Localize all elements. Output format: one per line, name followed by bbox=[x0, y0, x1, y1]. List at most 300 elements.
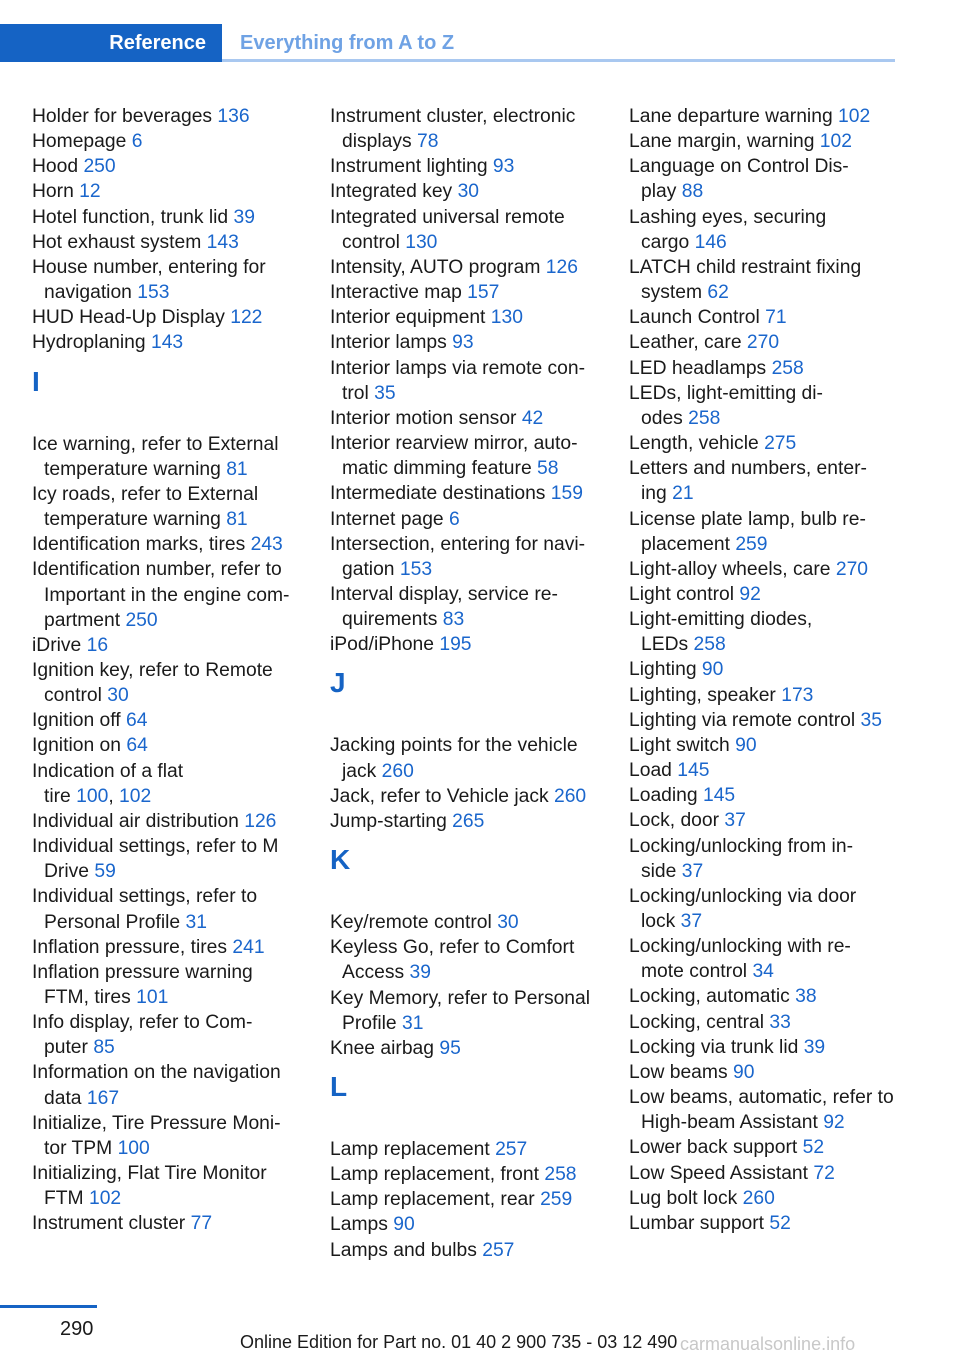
index-entry bbox=[330, 809, 602, 834]
page-link[interactable]: 62 bbox=[707, 282, 729, 304]
entry-term: Light control bbox=[629, 583, 740, 605]
page-link[interactable]: 143 bbox=[206, 231, 239, 253]
entry-term: Ignition key, refer to Remote bbox=[32, 659, 273, 681]
page-link[interactable]: 241 bbox=[232, 936, 265, 958]
page-link[interactable]: 126 bbox=[545, 256, 578, 278]
entry-term: Jump-starting bbox=[330, 810, 453, 832]
entry-term: Ignition off bbox=[32, 710, 126, 732]
tab-everything-a-to-z[interactable] bbox=[240, 24, 454, 62]
index-entry bbox=[32, 834, 304, 884]
entry-term: Lane margin, warning bbox=[629, 131, 820, 153]
entry-term: Key/remote control bbox=[330, 912, 498, 934]
page-link[interactable]: 58 bbox=[537, 458, 559, 480]
index-entry bbox=[32, 432, 304, 482]
index-entry bbox=[32, 1060, 304, 1110]
watermark: carmanualsonline.info bbox=[680, 1334, 856, 1354]
index-column-2 bbox=[330, 104, 602, 1263]
entry-term: tire bbox=[44, 785, 77, 807]
index-entry bbox=[32, 1211, 304, 1236]
page-link[interactable]: 153 bbox=[399, 558, 433, 580]
entry-term: Individual air distribution bbox=[32, 810, 245, 832]
entry-term: ing bbox=[641, 483, 673, 505]
page-link[interactable]: 102 bbox=[838, 106, 871, 127]
page-link[interactable]: 71 bbox=[765, 307, 787, 329]
entry-term: Info display, refer to Com- bbox=[32, 1012, 253, 1034]
page-link[interactable]: 16 bbox=[86, 634, 109, 656]
page-link[interactable]: 250 bbox=[125, 609, 158, 631]
entry-term: Locking, central bbox=[629, 1011, 770, 1033]
entry-term: Low Speed Assistant bbox=[629, 1162, 814, 1184]
index-entry bbox=[629, 129, 899, 154]
index-entry bbox=[330, 632, 602, 657]
page-link[interactable]: 130 bbox=[490, 307, 523, 329]
entry-term: quirements bbox=[342, 609, 443, 631]
page-link[interactable]: 122 bbox=[230, 307, 263, 329]
entry-term: Jack, refer to Vehicle jack bbox=[330, 785, 554, 807]
page-link[interactable]: 260 bbox=[553, 785, 587, 807]
page-link[interactable]: 81 bbox=[226, 458, 248, 480]
entry-term: Lamps bbox=[330, 1214, 394, 1236]
index-entry bbox=[32, 708, 304, 733]
entry-term: Instrument cluster bbox=[32, 1213, 191, 1235]
index-entry bbox=[330, 205, 602, 255]
tab-reference-label: Reference bbox=[109, 31, 206, 54]
entry-term: Interior rearview mirror, auto- bbox=[330, 433, 578, 455]
index-entry bbox=[330, 784, 602, 809]
page-link[interactable]: 78 bbox=[417, 131, 439, 153]
entry-term: Lug bolt lock bbox=[629, 1187, 743, 1209]
index-entry bbox=[629, 582, 899, 607]
page-link[interactable]: 64 bbox=[125, 710, 148, 732]
page-link[interactable]: 39 bbox=[409, 962, 431, 984]
page-link[interactable]: 145 bbox=[702, 785, 736, 807]
entry-term: Lighting bbox=[629, 659, 702, 681]
page-link[interactable]: 270 bbox=[746, 332, 780, 354]
page-link[interactable]: 101 bbox=[136, 987, 169, 1008]
page-link[interactable]: 102 bbox=[119, 785, 152, 807]
index-entry bbox=[629, 984, 899, 1009]
page-link[interactable]: 136 bbox=[217, 106, 250, 127]
entry-term: odes bbox=[641, 407, 689, 429]
page-link[interactable]: 243 bbox=[250, 534, 283, 556]
entry-term: Inflation pressure warning bbox=[32, 961, 253, 983]
page-link[interactable]: 77 bbox=[190, 1213, 213, 1235]
index-entry bbox=[330, 255, 602, 280]
index-entry bbox=[330, 935, 602, 985]
page-link[interactable]: 93 bbox=[492, 156, 515, 178]
index-entry bbox=[330, 406, 602, 431]
index-entry bbox=[32, 255, 304, 305]
index-entry bbox=[330, 532, 602, 582]
page-link[interactable]: 173 bbox=[781, 684, 814, 706]
entry-term: FTM bbox=[44, 1188, 89, 1210]
page-link[interactable]: 72 bbox=[813, 1162, 835, 1184]
page-link[interactable]: 265 bbox=[452, 810, 485, 832]
page-link[interactable]: 275 bbox=[764, 433, 797, 455]
index-entry bbox=[32, 658, 304, 708]
index-entry bbox=[629, 683, 899, 708]
entry-term: Icy roads, refer to External bbox=[32, 483, 259, 505]
edition-note: Online Edition for Part no. 01 40 2 900 735 - 03 12 490 bbox=[240, 1332, 678, 1352]
entry-term: Horn bbox=[32, 181, 80, 203]
index-entry bbox=[32, 305, 304, 330]
index-entry bbox=[330, 1162, 602, 1187]
page-link[interactable]: 257 bbox=[495, 1139, 528, 1160]
index-column-1 bbox=[32, 104, 304, 1237]
index-entry bbox=[32, 205, 304, 230]
index-entry bbox=[32, 1111, 304, 1161]
page-link[interactable]: 159 bbox=[550, 483, 583, 505]
entry-term: data bbox=[44, 1087, 87, 1109]
entry-term: HUD Head-Up Display bbox=[32, 307, 231, 329]
page-link[interactable]: 88 bbox=[681, 181, 704, 203]
page-link[interactable]: 59 bbox=[94, 861, 116, 883]
page-link[interactable]: 37 bbox=[680, 911, 703, 932]
page-link[interactable]: 12 bbox=[79, 181, 101, 203]
index-entry bbox=[32, 129, 304, 154]
index-entry bbox=[330, 1212, 602, 1237]
entry-term: Loading bbox=[629, 785, 703, 807]
index-entry bbox=[330, 1187, 602, 1212]
entry-term: FTM, tires bbox=[44, 987, 137, 1008]
entry-term: Drive bbox=[44, 861, 95, 883]
index-entry bbox=[629, 456, 899, 506]
entry-term: Identification number, refer to bbox=[32, 559, 282, 581]
index-entry bbox=[32, 154, 304, 179]
entry-term: LATCH child restraint fixing bbox=[629, 256, 862, 278]
page-link[interactable]: 30 bbox=[107, 685, 129, 707]
entry-term: Lamp replacement bbox=[330, 1139, 496, 1160]
index-entry bbox=[629, 154, 899, 204]
entry-term: Hydroplaning bbox=[32, 332, 151, 354]
page-link[interactable]: 39 bbox=[803, 1036, 826, 1058]
entry-term: Intensity, AUTO program bbox=[330, 256, 546, 278]
page-link[interactable]: 100 bbox=[117, 1137, 150, 1159]
page-link[interactable]: 257 bbox=[482, 1239, 515, 1261]
header-rule bbox=[222, 59, 895, 62]
page-link[interactable]: 270 bbox=[835, 558, 869, 580]
index-entry bbox=[330, 1137, 602, 1162]
index-entry bbox=[629, 1211, 899, 1236]
index-entry bbox=[629, 104, 899, 129]
page-link[interactable]: 90 bbox=[735, 734, 757, 756]
index-entry bbox=[330, 280, 602, 305]
entry-term: Access bbox=[342, 962, 410, 984]
entry-term: House number, entering for bbox=[32, 256, 266, 278]
index-entry bbox=[32, 532, 304, 557]
index-entry bbox=[32, 230, 304, 255]
entry-term: Locking/unlocking with re- bbox=[629, 936, 851, 958]
index-entry bbox=[629, 1135, 899, 1160]
entry-term: matic dimming feature bbox=[342, 458, 538, 480]
page-link[interactable]: 34 bbox=[752, 961, 774, 983]
page-link[interactable]: 21 bbox=[672, 483, 694, 505]
entry-term: play bbox=[641, 181, 682, 203]
entry-term: Individual settings, refer to M bbox=[32, 836, 279, 858]
index-entry: Indication of a flat tire 100, 102 bbox=[32, 760, 184, 807]
page-link[interactable]: 52 bbox=[769, 1212, 791, 1234]
index-entry bbox=[330, 1238, 602, 1263]
entry-term: Interval display, service re- bbox=[330, 583, 558, 605]
entry-term: Ignition on bbox=[32, 735, 127, 757]
index-entry bbox=[32, 1161, 304, 1211]
page-link[interactable]: 31 bbox=[402, 1012, 424, 1034]
index-entry bbox=[32, 733, 304, 758]
section-letter: I bbox=[32, 365, 40, 397]
page-link[interactable]: 30 bbox=[497, 912, 519, 934]
entry-term: Lock, door bbox=[629, 810, 725, 832]
page-link[interactable]: 260 bbox=[742, 1187, 775, 1209]
index-entry bbox=[32, 1010, 304, 1060]
index-entry bbox=[330, 330, 602, 355]
entry-term: Light switch bbox=[629, 734, 736, 756]
page-link[interactable]: 195 bbox=[439, 634, 472, 656]
entry-term: mote control bbox=[641, 961, 753, 983]
index-entry bbox=[629, 507, 899, 557]
entry-term: jack bbox=[342, 760, 382, 782]
entry-term: Intersection, entering for navi- bbox=[330, 533, 586, 555]
index-entry bbox=[32, 935, 304, 960]
page-link[interactable]: 39 bbox=[233, 206, 255, 228]
section-letter: J bbox=[330, 667, 346, 699]
index-entry bbox=[330, 431, 602, 481]
entry-term: lock bbox=[641, 911, 681, 932]
page-link[interactable]: 93 bbox=[452, 332, 474, 354]
entry-term: Interior equipment bbox=[330, 307, 491, 329]
page-link[interactable]: 83 bbox=[442, 609, 465, 631]
page-link[interactable]: 90 bbox=[732, 1061, 755, 1083]
page-link[interactable]: 157 bbox=[467, 282, 500, 304]
entry-term: Low beams bbox=[629, 1061, 733, 1083]
tab-reference[interactable] bbox=[0, 24, 222, 62]
entry-term: Intermediate destinations bbox=[330, 483, 551, 505]
index-entry bbox=[32, 330, 304, 355]
entry-term: Light-emitting diodes, bbox=[629, 609, 813, 631]
entry-term: Length, vehicle bbox=[629, 433, 765, 455]
entry-term: Holder for beverages bbox=[32, 106, 218, 127]
index-entry bbox=[629, 305, 899, 330]
entry-term: Inflation pressure, tires bbox=[32, 936, 233, 958]
entry-term: side bbox=[641, 860, 682, 882]
entry-term: partment bbox=[44, 609, 126, 631]
page-link[interactable]: 100 bbox=[76, 785, 109, 807]
entry-term: Profile bbox=[342, 1012, 403, 1034]
page-link[interactable]: 37 bbox=[724, 810, 746, 832]
page-link[interactable]: 153 bbox=[137, 282, 170, 304]
page-link[interactable]: 126 bbox=[244, 810, 277, 832]
entry-term: Lumbar support bbox=[629, 1212, 770, 1234]
page-header bbox=[0, 24, 895, 62]
entry-term: Indication of a flat bbox=[32, 760, 184, 782]
index-entry bbox=[629, 557, 899, 582]
index-entry bbox=[330, 910, 602, 935]
page-link[interactable]: 130 bbox=[405, 231, 438, 253]
entry-term: Homepage bbox=[32, 131, 132, 153]
index-entry bbox=[629, 708, 899, 733]
page-link[interactable]: 33 bbox=[769, 1011, 791, 1033]
entry-term: navigation bbox=[44, 282, 138, 304]
page-link[interactable]: 260 bbox=[381, 760, 414, 782]
entry-term: placement bbox=[641, 533, 736, 555]
index-entry bbox=[330, 104, 602, 154]
index-entry bbox=[629, 657, 899, 682]
entry-term: Keyless Go, refer to Comfort bbox=[330, 937, 575, 959]
index-entry bbox=[629, 330, 899, 355]
index-entry bbox=[32, 179, 304, 204]
index-entry bbox=[32, 884, 304, 934]
entry-term: temperature warning bbox=[44, 458, 227, 480]
page-link[interactable]: 35 bbox=[860, 709, 882, 731]
entry-term: Locking, automatic bbox=[629, 986, 796, 1008]
page-number: 290 bbox=[60, 1318, 94, 1340]
index-entry bbox=[629, 808, 899, 833]
index-entry bbox=[629, 356, 899, 381]
index-entry bbox=[330, 305, 602, 330]
entry-term: Integrated universal remote bbox=[330, 206, 565, 228]
entry-term: puter bbox=[44, 1037, 94, 1059]
entry-term: Lighting, speaker bbox=[629, 684, 782, 706]
entry-term: iPod/iPhone bbox=[330, 634, 440, 656]
page-link[interactable]: 146 bbox=[694, 231, 727, 253]
page-link[interactable]: 52 bbox=[802, 1137, 825, 1159]
entry-term: Ice warning, refer to External bbox=[32, 433, 279, 455]
entry-term: iDrive bbox=[32, 634, 87, 656]
entry-term: Lower back support bbox=[629, 1137, 803, 1159]
page-link[interactable]: 258 bbox=[688, 407, 721, 429]
tab-section-label: Everything from A to Z bbox=[240, 31, 455, 54]
entry-term: temperature warning bbox=[44, 509, 227, 531]
page-link[interactable]: 259 bbox=[735, 533, 768, 555]
page-link[interactable]: 85 bbox=[93, 1037, 115, 1059]
index-entry bbox=[629, 758, 899, 783]
entry-term: Lane departure warning bbox=[629, 106, 839, 127]
index-entry bbox=[32, 633, 304, 658]
page-link[interactable]: 143 bbox=[150, 332, 184, 354]
page-link[interactable]: 258 bbox=[771, 357, 804, 379]
entry-term: LEDs, light-emitting di- bbox=[629, 382, 823, 404]
index-column-3 bbox=[629, 104, 899, 1236]
page-link[interactable]: 81 bbox=[226, 509, 248, 531]
entry-term: Jacking points for the vehicle bbox=[330, 735, 578, 757]
entry-term: Initialize, Tire Pressure Moni- bbox=[32, 1112, 281, 1134]
entry-term: trol bbox=[342, 382, 375, 404]
page-link[interactable]: 35 bbox=[374, 382, 396, 404]
entry-term: Load bbox=[629, 760, 678, 782]
index-entry bbox=[330, 356, 602, 406]
page-link[interactable]: 90 bbox=[393, 1214, 415, 1236]
entry-term: Lamp replacement, front bbox=[330, 1164, 545, 1186]
entry-term: Hot exhaust system bbox=[32, 231, 207, 253]
entry-term: cargo bbox=[641, 231, 695, 253]
index-entry bbox=[629, 834, 899, 884]
page-link[interactable]: 37 bbox=[681, 860, 704, 882]
page-link[interactable]: 250 bbox=[83, 156, 116, 178]
page-link[interactable]: 6 bbox=[449, 508, 460, 530]
entry-term: High-beam Assistant bbox=[641, 1112, 824, 1134]
page-link[interactable]: 92 bbox=[823, 1112, 845, 1134]
index-entry bbox=[330, 986, 602, 1036]
index-entry bbox=[330, 154, 602, 179]
index-entry bbox=[629, 1186, 899, 1211]
entry-term: Instrument cluster, electronic bbox=[330, 106, 576, 127]
page-link[interactable]: 64 bbox=[126, 735, 148, 757]
entry-term: control bbox=[342, 231, 406, 253]
entry-term: LEDs bbox=[641, 634, 694, 656]
entry-term: displays bbox=[342, 131, 418, 153]
entry-term: Launch Control bbox=[629, 307, 766, 329]
index-entry bbox=[629, 1085, 899, 1135]
entry-term: Leather, care bbox=[629, 332, 747, 354]
page-link[interactable]: 42 bbox=[521, 407, 544, 429]
page-link[interactable]: 95 bbox=[439, 1037, 461, 1059]
page-link[interactable]: 102 bbox=[88, 1188, 122, 1210]
index-entry bbox=[629, 255, 899, 305]
entry-term: Hood bbox=[32, 156, 84, 178]
entry-term: Initializing, Flat Tire Monitor bbox=[32, 1163, 267, 1185]
entry-term: Instrument lighting bbox=[330, 156, 493, 178]
entry-term: Lamps and bulbs bbox=[330, 1239, 483, 1261]
index-entry bbox=[629, 934, 899, 984]
entry-term: LED headlamps bbox=[629, 357, 772, 379]
page-link[interactable]: 38 bbox=[795, 986, 817, 1008]
index-entry bbox=[629, 1161, 899, 1186]
entry-term: Identification marks, tires bbox=[32, 534, 251, 556]
index-entry bbox=[330, 179, 602, 204]
index-entry bbox=[32, 960, 304, 1010]
page-link[interactable]: 30 bbox=[457, 181, 480, 203]
page-link[interactable]: 6 bbox=[131, 131, 143, 153]
entry-term: system bbox=[641, 282, 708, 304]
index-entry bbox=[629, 884, 899, 934]
entry-term: Information on the navigation bbox=[32, 1062, 281, 1084]
entry-term: Important in the engine com- bbox=[44, 584, 290, 606]
index-entry bbox=[629, 1035, 899, 1060]
entry-term: Personal Profile bbox=[44, 911, 186, 933]
entry-term: gation bbox=[342, 558, 400, 580]
section-letter: K bbox=[330, 844, 351, 876]
page-link[interactable]: 90 bbox=[701, 659, 724, 681]
index-entry bbox=[32, 482, 304, 532]
page-link[interactable]: 259 bbox=[540, 1189, 573, 1211]
entry-term: Interior motion sensor bbox=[330, 407, 522, 429]
entry-term: Lamp replacement, rear bbox=[330, 1189, 541, 1211]
index-entry bbox=[330, 507, 602, 532]
entry-term: License plate lamp, bulb re- bbox=[629, 508, 866, 530]
section-letter: L bbox=[330, 1071, 348, 1102]
index-entry bbox=[330, 582, 602, 632]
entry-term: Internet page bbox=[330, 508, 449, 530]
entry-term: Light-alloy wheels, care bbox=[629, 558, 836, 580]
entry-term: Locking/unlocking via door bbox=[629, 885, 857, 907]
page-link[interactable]: 258 bbox=[693, 634, 726, 656]
entry-term: Locking via trunk lid bbox=[629, 1036, 804, 1058]
page-link[interactable]: 167 bbox=[86, 1087, 120, 1109]
entry-term: Knee airbag bbox=[330, 1037, 440, 1059]
page-link[interactable]: 92 bbox=[739, 583, 761, 605]
page-link[interactable]: 102 bbox=[819, 131, 852, 153]
entry-term: Lashing eyes, securing bbox=[629, 206, 827, 228]
page-link[interactable]: 258 bbox=[544, 1164, 577, 1186]
index-entry bbox=[629, 1060, 899, 1085]
index-entry bbox=[330, 733, 602, 783]
page-link[interactable]: 145 bbox=[677, 760, 710, 782]
entry-term: Interior lamps via remote con- bbox=[330, 357, 586, 379]
entry-term: Hotel function, trunk lid bbox=[32, 206, 234, 228]
index-entry bbox=[629, 431, 899, 456]
page-link[interactable]: 31 bbox=[185, 911, 207, 933]
index-entry bbox=[330, 1036, 602, 1061]
index-entry bbox=[629, 381, 899, 431]
